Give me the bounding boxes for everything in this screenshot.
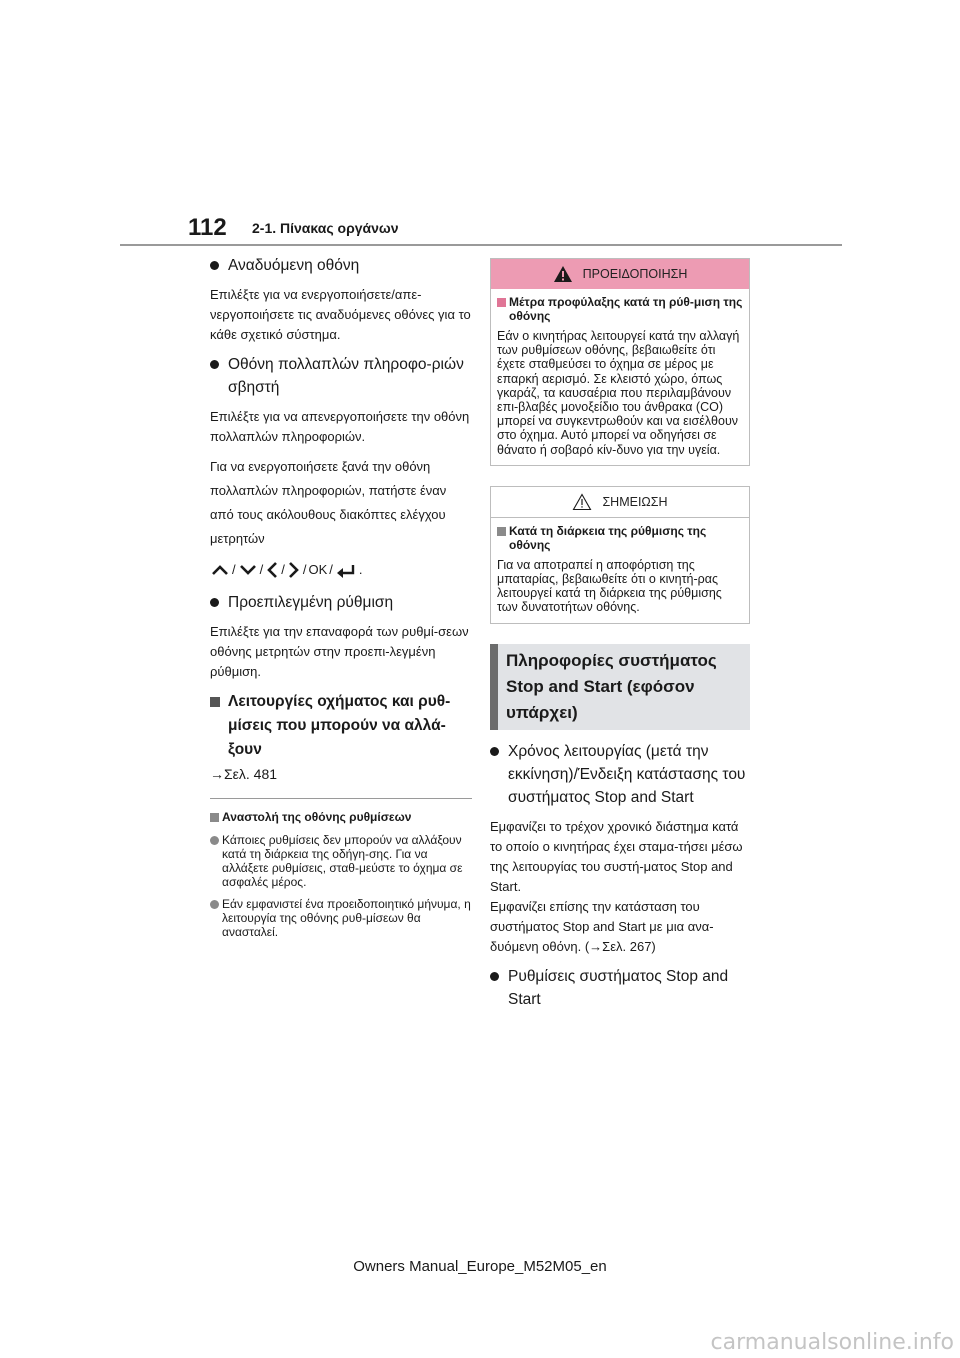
bullet-heading-default: Προεπιλεγμένη ρύθμιση <box>210 591 472 614</box>
header-divider <box>120 244 842 246</box>
bullet-heading-operation-time: Χρόνος λειτουργίας (μετά την εκκίνηση)/Ένδειξη κατάστασης του συστήματος Stop and Start <box>490 740 750 809</box>
chevron-down-icon <box>238 563 258 577</box>
bullet-dot-icon <box>210 900 219 909</box>
bullet-heading-display-off: Οθόνη πολλαπλών πληροφο-ριών σβηστή <box>210 353 472 399</box>
warning-header: ΠΡΟΕΙΔΟΠΟΙΗΣΗ <box>491 259 749 289</box>
warning-subheading: Μέτρα προφύλαξης κατά τη ρύθ-μιση της οθόνης <box>497 295 743 323</box>
back-arrow-icon <box>335 562 357 578</box>
chevron-right-icon <box>287 560 301 580</box>
bullet-dot-icon <box>490 747 499 756</box>
warning-triangle-icon <box>553 265 573 283</box>
bullet-dot-icon <box>210 598 219 607</box>
meter-switch-icons: / / / / OK / . <box>210 559 472 581</box>
display-on-instructions: Για να ενεργοποιήσετε ξανά την οθόνη πολλαπλών πληροφοριών, πατήστε έναν από τους ακόλουθους διακόπτες ελέγχου μετρητών <box>210 459 447 546</box>
chapter-title: 2-1. Πίνακας οργάνων <box>252 220 399 236</box>
operation-time-description: Εμφανίζει το τρέχον χρονικό διάστημα κατά το οποίο ο κινητήρας έχει σταμα-τήσει μέσω της λειτουργίας του συστή-ματος Stop and Start. <box>490 818 743 894</box>
section-title-stop-start: Πληροφορίες συστήματος Stop and Start (εφόσον υπάρχει) <box>490 644 750 730</box>
bullet-dot-icon <box>210 360 219 369</box>
note-header: ΣΗΜΕΙΩΣΗ <box>491 487 749 518</box>
square-bullet-icon <box>497 298 506 307</box>
note-text: Για να αποτραπεί η αποφόρτιση της μπαταρίας, βεβαιωθείτε ότι ο κινητή-ρας λειτουργεί κατά τη διάρκεια της ρύθμισης των δυνατοτήτων οθόνης. <box>497 557 722 615</box>
default-description: Επιλέξτε για την επαναφορά των ρυθμί-σεων οθόνης μετρητών στην προεπι-λεγμένη ρύθμιση. <box>210 624 469 679</box>
square-bullet-icon <box>210 697 220 707</box>
square-heading-vehicle-settings: Λειτουργίες οχήματος και ρυθ-μίσεις που μπορούν να αλλά-ξουν <box>210 690 472 762</box>
small-heading-suspension: Αναστολή της οθόνης ρυθμίσεων <box>210 809 472 825</box>
page-reference: →Σελ. 481 <box>210 766 278 782</box>
bullet-dot-icon <box>490 972 499 981</box>
note-subheading: Κατά τη διάρκεια της ρύθμισης της οθόνης <box>497 524 743 552</box>
display-off-description: Επιλέξτε για να απενεργοποιήσετε την οθόνη πολλαπλών πληροφοριών. <box>210 409 470 444</box>
bullet-dot-icon <box>210 836 219 845</box>
chevron-left-icon <box>265 560 279 580</box>
bullet-heading-stop-start-settings: Ρυθμίσεις συστήματος Stop and Start <box>490 965 750 1011</box>
section-divider <box>210 798 472 799</box>
note-box <box>490 486 750 624</box>
status-description: Εμφανίζει επίσης την κατάσταση του συστήματος Stop and Start με μια ανα-δυόμενη οθόνη. (→Σελ. 267) <box>490 898 714 954</box>
small-bullet-2: Εάν εμφανιστεί ένα προειδοποιητικό μήνυμα, η λειτουργία της οθόνης ρυθ-μίσεων θα ανασταλεί. <box>210 897 472 939</box>
watermark: carmanualsonline.info <box>710 1330 954 1355</box>
square-bullet-icon <box>497 527 506 536</box>
page-number: 112 <box>188 214 227 241</box>
chevron-up-icon <box>210 563 230 577</box>
ok-icon: OK <box>308 562 328 577</box>
footer-text: Owners Manual_Europe_M52M05_en <box>353 1258 607 1275</box>
bullet-heading-popup: Αναδυόμενη οθόνη <box>210 254 472 277</box>
bullet-dot-icon <box>210 261 219 270</box>
square-bullet-icon <box>210 813 219 822</box>
small-bullet-1: Κάποιες ρυθμίσεις δεν μπορούν να αλλάξουν κατά τη διάρκεια της οδήγη-σης. Για να αλλάξετε ρυθμίσεις, σταθ-μεύστε το όχημα σε ασφαλές μέρος. <box>210 833 472 889</box>
note-triangle-icon <box>572 493 592 511</box>
warning-text: Εάν ο κινητήρας λειτουργεί κατά την αλλαγή των ρυθμίσεων οθόνης, βεβαιωθείτε ότι έχετε σταθμεύσει το όχημα σε μέρος με επαρκή αερισμό. Σε κλειστό χώρο, όπως γκαράζ, τα καυσαέρια που περιλαμβάνουν επι-βλαβές μονοξείδιο του άνθρακα (CO) μπορεί να συγκεντρωθούν και να εισέλθουν στο όχημα. Αυτό μπορεί να οδηγήσει σε θάνατο ή σοβαρό κίν-δυνο για την υγεία. <box>497 329 740 457</box>
left-column <box>210 254 472 947</box>
right-column <box>490 258 750 1019</box>
popup-description: Επιλέξτε για να ενεργοποιήσετε/απε-νεργοποιήσετε τις αναδυόμενες οθόνες για το κάθε σχετικό σύστημα. <box>210 287 471 342</box>
warning-box <box>490 258 750 466</box>
